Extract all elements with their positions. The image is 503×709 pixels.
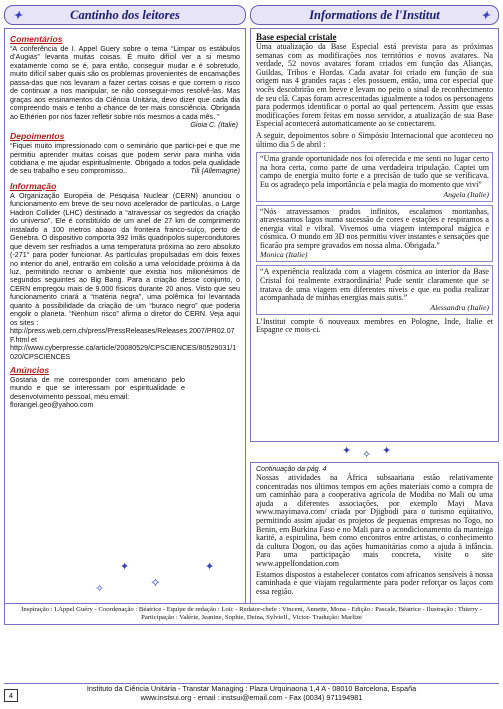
footer	[4, 683, 499, 706]
left-banner	[4, 5, 246, 25]
continuation-box	[250, 462, 499, 618]
informacao-text: A Organização Européia de Pesquisa Nuclear (CERN) anunciou o funcionamento em breve de seu novo acelerador de partículas, o Large Hadron Collider (LHC) destinado a “atravessar os segredos da criação do universo”. Ele é constituído de um anel de 27 km de comprimento instalado a 100 metros abaixo da fronteira franco-suíço, perto de Genebra. O dispositivo comporta 392 ímãs quadripolos supercondutores que devem ser resfriados a uma temperatura próxima ao zero absoluto (-271° para poder funcionar. As partículas propulsadas em dois feixes no interior do anel, entrarão em colisão a uma velocidade próxima à da luz, permitindo recriar o ambiente que existia nos milionésimos de segundos seguintes ao Big Bang. Para a criação desse conjunto, o CERN empregou mais de 9.000 físicos durante 20 anos. Visto que seu funcionamento criará a “matéria negra”, uma polêmica foi levantada quanto à possibilidade da criação de um “buraco negro” que poderia engolir o planeta. “Nenhum risco” afirma o diretor do CERN. Veja aqui os sites :	[10, 191, 240, 327]
base-especial-title: Base especial cristale	[256, 32, 337, 42]
star-icon: ✦	[120, 561, 130, 573]
base-especial-text: Uma atualização da Base Especial está prevista para as próximas semanas com as modificações nos territórios e novos avatares. Na verdade, 52 novos avatares foram criados em função das Alianças, Guildas, Tribos e Hordas. Cada avatar foi criado em função de sua origem nas 4 grandes raças : eles possuem, então, uma cor especial que vocês descobrirão em breve e levam no peito o sinal de reconhecimento de seu clã. Capas foram acrescentadas igualmente a todos os personagens para podermos identificar o portal ao qual pertencem. Assim que essas modificações forem feitas em nosso servidor, a atualização de sua Base Especial acontecerá automaticamente ao se conectarem.	[256, 42, 493, 129]
testimonial-2-signature: Monica (Italie)	[260, 250, 308, 260]
continuation-text-2: Estamos dispostos a estabelecer contatos com africanos sensíveis à nossa caminhada e que viajam regularmente para poder reforçar os laços com essa região.	[256, 569, 493, 596]
informacao-title: Informação	[10, 180, 57, 191]
testimonial-2-text: “Nós atravessamos prados infinitos, escalamos montanhas, atravessamos lagos numa sucessão de cores e estações e respiramos a energia vital e vibral. Vivemos uma viagem intemporal mágica e cósmica. O mundo em 3D nos permitiu viver instantes e sensações que ficarão pra sempre gravados em nossa alma. Obrigada.”	[260, 206, 489, 250]
left-banner-title: Cantinho dos leitores	[70, 8, 180, 22]
star-icon: ✦	[480, 10, 490, 22]
left-column	[4, 5, 246, 621]
right-banner-title: Informations de l'Institut	[309, 8, 440, 22]
star-icon: ✦	[13, 10, 23, 22]
star-icon: ✦	[382, 445, 392, 457]
star-icon: ✦	[342, 445, 352, 457]
informacao-link-2[interactable]: http://www.cyberpresse.ca/article/20080529/CPSCIENCES/80529031/1020/CPSCIENCES	[10, 344, 237, 361]
star-icon: ✧	[95, 583, 105, 595]
testimonial-1-text: “Uma grande oportunidade nos foi oferecida e me senti no lugar certo na hora certa, como parte de uma verdadeira tripulação. Captei um campo de energia muito forte e a precisão de tudo que se verificava. Eu os agradeço pela importância e pela magia do momento que vivi”	[260, 154, 489, 189]
star-icon: ✧	[150, 575, 161, 590]
stars-divider	[250, 442, 499, 462]
testimonial-3-signature: Alessandra (Italie)	[430, 302, 489, 312]
continuation-text: Nossas atividades na África subsaariana estão relativamente concentradas nos últimos tempos em ações materiais como a compra de um caminhão para a cooperativa agrícola de Modiba no Mali ou uma ajuda a diferentes associações, por exemplo Mayi Mava www.mayimava.com/ criada por Djigbodi para o turismo eqüitativo, permitindo assim ajudar os projetos de pequenas empresas no Togo, no Benin, em Burkina Faso e no Mali para o acondicionamento da manteiga karité, a espirulina, bem como encontros entre artistas, o conhecimento da cultura Dogon, ou das ações humanitárias como a ajuda à infância. Para uma participação mais concreta, visite o site www.appelfondation.com	[256, 473, 493, 568]
page-number: 4	[4, 689, 18, 702]
depoimentos-body: “Fiquei muito impressionado com o seminário que partici-pei e que me permitiu aprender muitas coisas que podem servir para minha vida cotidiana e me ajudar espiritualmente. Obrigado a todos pela qualidade de seu trabalho e seu compromisso..	[10, 142, 240, 176]
credits: Inspiração : I.Appel Guéry - Coordenação : Béatrice - Equipe de redação : Loïc - Redator-chefe : Vincent, Annette, Mona - Edição : Pascale, Béatrice - Ilustração : Thierry - Participação : Valérie, Jeanine, Sophie, Deina, SylvieIl., Victor- Tradução: Marlize	[4, 603, 499, 625]
testimonial-3-text: “A experiência realizada com a viagem cósmica ao interior da Base Cristal foi realmente extraordinária! Pude sentir claramente que se tratava de uma viagem em diferentes níveis e que eu podia realizar acompanhada de minhas energias mais sutis.”	[260, 267, 489, 303]
footer-address: Instituto da Ciência Unitária - Transtar Managing : Plaza Urquinaona 1,4 A - 08010 Barcelona, España	[86, 684, 417, 693]
star-icon: ✦	[205, 561, 215, 573]
anuncios-text: Gostaria de me corresponder com americano pelo mundo e que se interessam por espiritualidade e desenvolvimento pessoal, meu email:	[10, 375, 185, 401]
symposium-intro: A seguir, depoimentos sobre o Simpósio Internacional que aconteceu no último dia 5 de abril :	[256, 130, 493, 149]
informacao-link-1[interactable]: http://press.web.cern.ch/press/PressReleases/Releases 2007/PR02.07F.html et	[10, 327, 235, 344]
anuncios-title: Anúncios	[10, 364, 50, 375]
membership-text: L’Institut compte 6 nouveaux membres en Pologne, Inde, Italie et Espagne ce mois-ci.	[256, 316, 493, 335]
right-banner	[250, 5, 499, 25]
footer-contact[interactable]: www.instsui.org - email : instsui@email.com - Fax (0034) 971194981	[140, 693, 363, 702]
depoimentos-signature: Tili (Allemagne)	[190, 167, 240, 176]
testimonial-1	[256, 152, 493, 201]
readers-box	[4, 28, 246, 621]
comentarios-text: “A conferência de I. Appel Guery sobre o tema “Limpar os estábulos d’Augias” levanta muitas coisas. É muito difícil ver a si mesmo exatamente como se é, para então, conseguir mudar e é sobretudo, muito difícil saber quais são os problemas provenientes de encamações passa-das que nos levaram a fazer certas coisas e que correm o risco de continuar a nos manipular, se não conseguir-mos resolvê-las. Mas graças aos ensinamentos da Ciência Unitária, devo dizer que cada dia compreendo mais e tenho a chance de ter mais consciência. Obrigada ao Ethérien por nos fazer refletir sobre nós mesmos a cada mês. ”	[10, 45, 240, 121]
star-icon: ✧	[362, 449, 372, 461]
institut-box	[250, 28, 499, 442]
comentarios-title: Comentários	[10, 34, 63, 44]
testimonial-2	[256, 205, 493, 263]
anuncios-email[interactable]: florangel.geo@yahoo.com	[10, 401, 94, 410]
depoimentos-text	[10, 142, 240, 176]
testimonial-3	[256, 265, 493, 314]
right-column	[250, 5, 499, 618]
testimonial-1-signature: Angela (Italie)	[443, 189, 489, 199]
comentarios-signature: Gioia C. (Italie)	[190, 121, 238, 130]
continuation-label: Continuação da pág. 4	[256, 466, 327, 473]
depoimentos-title: Depoimentos	[10, 131, 65, 142]
